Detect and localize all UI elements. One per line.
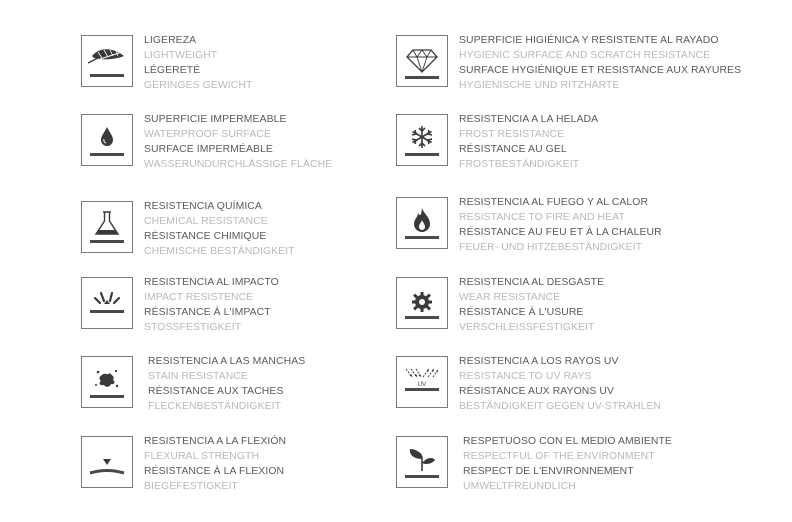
label-fr: RÉSISTANCE À L'IMPACT [144,307,271,318]
label-de: FROSTBESTÄNDIGKEIT [459,159,580,170]
label-en: WEAR RESISTANCE [459,292,561,303]
label-es: RESISTENCIA A LA FLEXIÓN [144,436,287,447]
stain-splash-icon [81,356,133,408]
label-fr: SURFACE HYGIÉNIQUE ET RESISTANCE AUX RAYURES [459,65,742,76]
uv-rays-icon [396,356,448,408]
diamond-icon [396,35,448,87]
flame-icon [396,197,448,249]
sprout-icon [396,436,448,488]
label-fr: RÉSISTANCE AUX TACHES [148,386,284,397]
label-fr: RÉSISTANCE AU FEU ET À LA CHALEUR [459,227,662,238]
snowflake-icon [396,114,448,166]
gear-icon [396,277,448,329]
label-en: FLEXURAL STRENGTH [144,451,260,462]
label-en: HYGIENIC SURFACE AND SCRATCH RESISTANCE [459,50,711,61]
label-de: VERSCHLEISSFESTIGKEIT [459,322,595,333]
label-en: RESPECTFUL OF THE ENVIRONMENT [463,451,655,462]
label-fr: RESPECT DE L'ENVIRONNEMENT [463,466,634,477]
label-fr: SURFACE IMPERMÉABLE [144,144,273,155]
label-de: BIEGEFESTIGKEIT [144,481,238,492]
label-de: CHEMISCHE BESTÄNDIGKEIT [144,246,295,257]
label-es: RESISTENCIA A LOS RAYOS UV [459,356,619,367]
label-de: BESTÄNDIGKEIT GEGEN UV-STRAHLEN [459,401,662,412]
label-en: LIGHTWEIGHT [144,50,218,61]
water-drop-icon [81,114,133,166]
label-es: SUPERFICIE HIGIÉNICA Y RESISTENTE AL RAYADO [459,35,719,46]
impact-icon [81,277,133,329]
label-fr: LÉGERETÉ [144,65,201,76]
label-es: LIGEREZA [144,35,197,46]
flexion-arrow-icon [81,436,133,488]
label-en: RESISTANCE TO FIRE AND HEAT [459,212,625,223]
label-de: FEUER- UND HITZEBESTÄNDIGKEIT [459,242,643,253]
label-fr: RÉSISTANCE À L'USURE [459,307,584,318]
label-es: RESISTENCIA QUÍMICA [144,201,262,212]
uv-label: UV [417,382,427,388]
feather-icon [81,35,133,87]
label-de: UMWELTFREUNDLICH [463,481,576,492]
label-en: STAIN RESISTANCE [148,371,248,382]
label-en: RESISTANCE TO UV RAYS [459,371,592,382]
label-fr: RÉSISTANCE CHIMIQUE [144,231,267,242]
label-es: RESISTENCIA AL IMPACTO [144,277,279,288]
label-es: RESISTENCIA AL FUEGO Y AL CALOR [459,197,649,208]
label-es: RESISTENCIA A LA HELADA [459,114,599,125]
label-fr: RÉSISTANCE À LA FLEXION [144,466,285,477]
label-es: RESISTENCIA AL DESGASTE [459,277,605,288]
flask-icon [81,201,133,253]
label-de: GERINGES GEWICHT [144,80,253,91]
label-es: SUPERFICIE IMPERMEABLE [144,114,287,125]
label-de: FLECKENBESTÄNDIGKEIT [148,401,282,412]
label-fr: RÉSISTANCE AUX RAYONS UV [459,386,615,397]
label-fr: RÉSISTANCE AU GEL [459,144,567,155]
label-en: FROST RESISTANCE [459,129,565,140]
label-de: WASSERUNDURCHLÄSSIGE FLÄCHE [144,159,333,170]
label-en: WATERPROOF SURFACE [144,129,272,140]
label-es: RESISTENCIA A LAS MANCHAS [148,356,306,367]
label-en: IMPACT RESISTENCE [144,292,254,303]
label-de: HYGIENISCHE UND RITZHÄRTE [459,80,620,91]
label-en: CHEMICAL RESISTANCE [144,216,268,227]
label-es: RESPETUOSO CON EL MEDIO AMBIENTE [463,436,672,447]
label-de: STOSSFESTIGKEIT [144,322,242,333]
